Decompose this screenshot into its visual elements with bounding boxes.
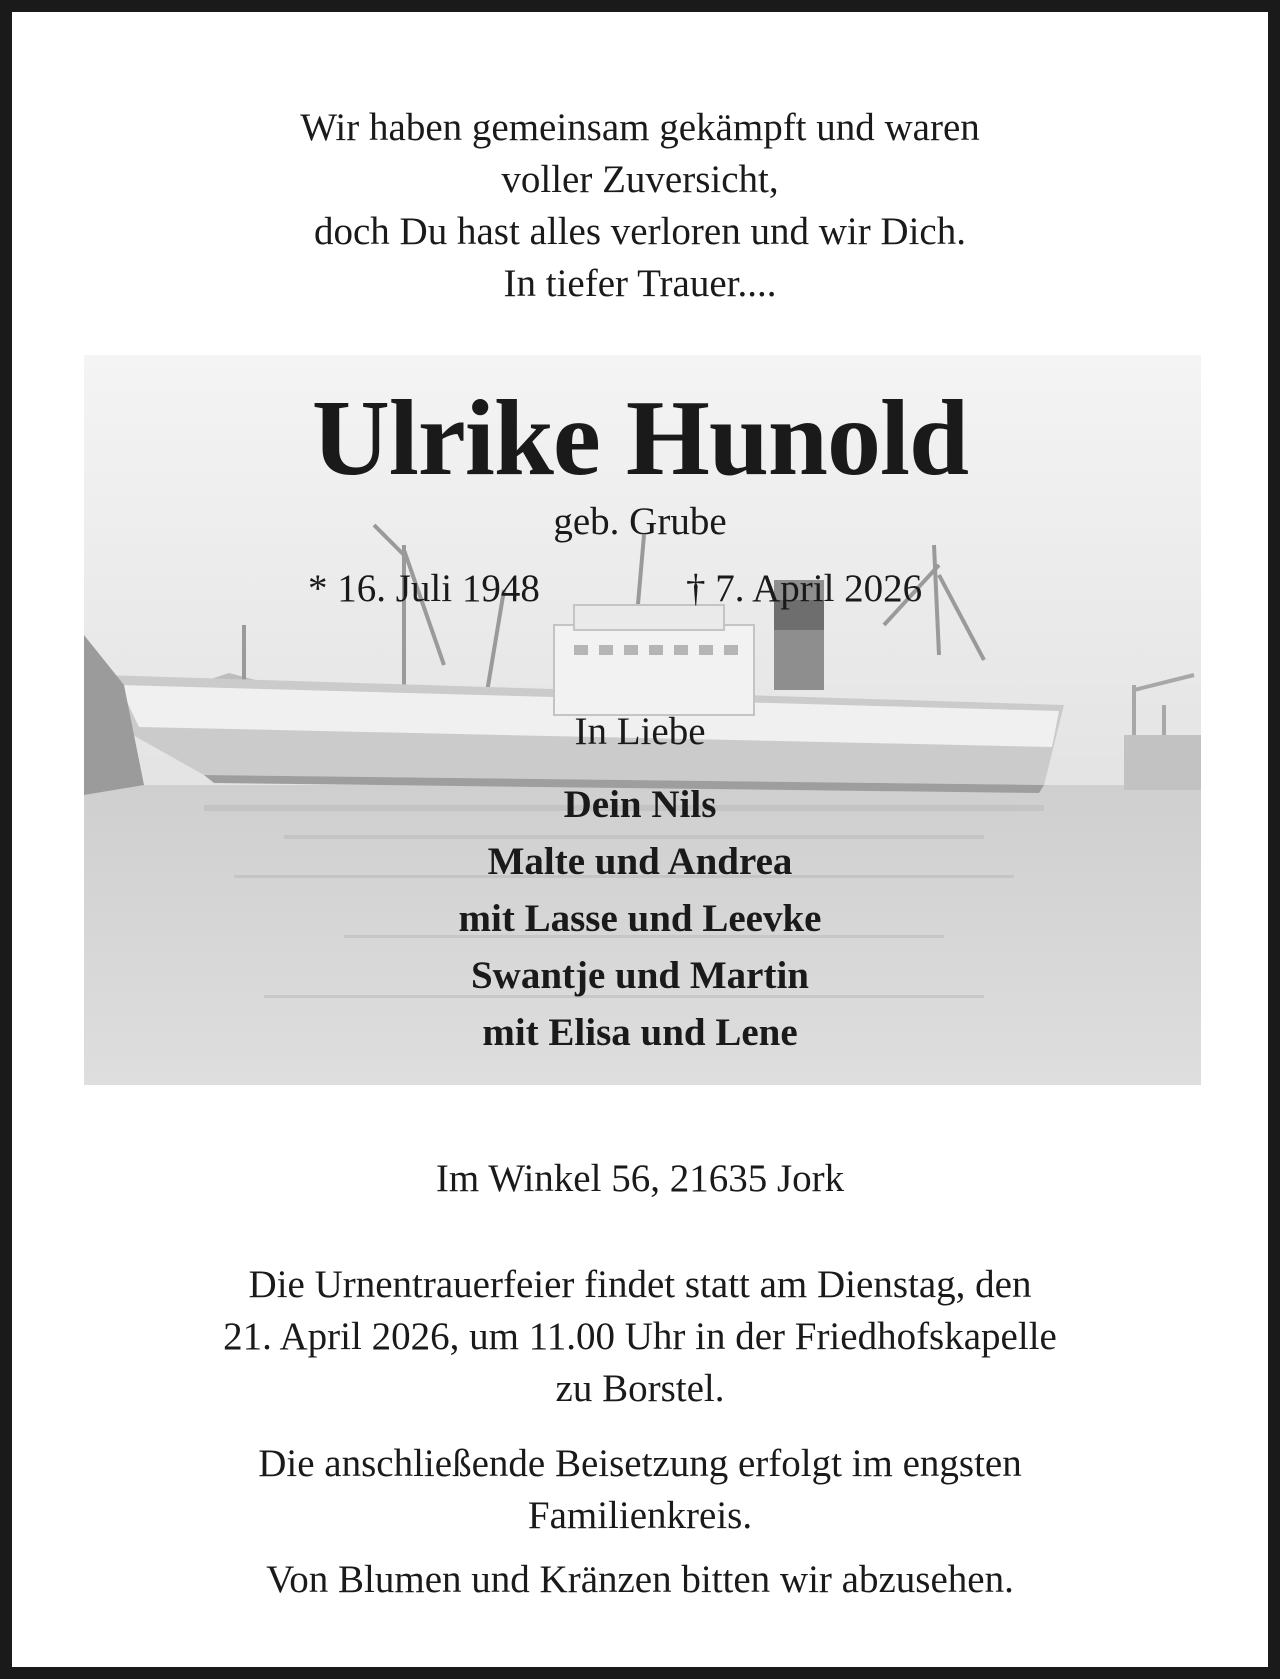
verse-line: voller Zuversicht, (501, 158, 779, 201)
verse-line: doch Du hast alles verloren und wir Dich. (314, 210, 966, 253)
mourner-line: Dein Nils (563, 783, 717, 826)
ceremony-line: 21. April 2026, um 11.00 Uhr in der Friedhofskapelle (223, 1315, 1057, 1358)
deceased-name: Ulrike Hunold (311, 379, 969, 498)
flowers-request: Von Blumen und Kränzen bitten wir abzusehen. (266, 1558, 1014, 1601)
verse-line: Wir haben gemeinsam gekämpft und waren (300, 106, 980, 149)
birth-name: geb. Grube (553, 500, 727, 543)
verse-line: In tiefer Trauer.... (503, 262, 777, 305)
family-address: Im Winkel 56, 21635 Jork (435, 1157, 845, 1200)
life-dates (12, 565, 1268, 615)
opening-verse (12, 102, 1268, 310)
mourner-line: Malte und Andrea (487, 840, 793, 883)
burial-line: Die anschließende Beisetzung erfolgt im engsten (258, 1442, 1022, 1485)
burial-line: Familienkreis. (527, 1494, 753, 1537)
ceremony-line: zu Borstel. (555, 1367, 725, 1410)
ceremony-info (12, 1259, 1268, 1415)
closing-phrase: In Liebe (574, 710, 706, 753)
mourner-line: mit Lasse und Leevke (458, 897, 822, 940)
death-date: † 7. April 2026 (686, 567, 923, 610)
mourners-list (12, 776, 1268, 1061)
birth-date: * 16. Juli 1948 (308, 567, 540, 610)
mourner-line: mit Elisa und Lene (482, 1011, 798, 1054)
burial-info (12, 1438, 1268, 1542)
ceremony-line: Die Urnentrauerfeier findet statt am Dienstag, den (248, 1263, 1032, 1306)
mourner-line: Swantje und Martin (470, 954, 810, 997)
